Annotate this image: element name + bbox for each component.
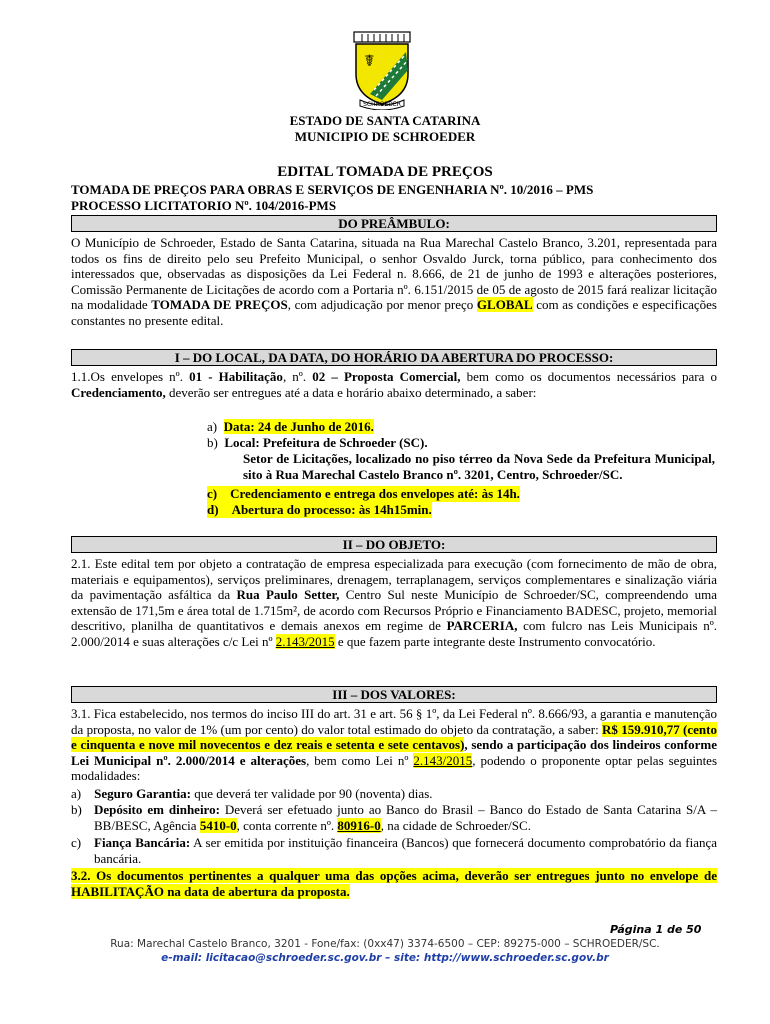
- list-item-credenciamento: c) Credenciamento e entrega dos envelopes até: às 14h.: [207, 486, 520, 501]
- municipality-name: MUNICIPIO DE SCHROEDER: [294, 129, 476, 144]
- list-item-local: b) Local: Prefeitura de Schroeder (SC).: [207, 435, 428, 450]
- footer-address: Rua: Marechal Castelo Branco, 3201 - Fone/fax: (0xx47) 3374-6500 – CEP: 89275-000 – SCHROEDER/SC.: [110, 938, 660, 950]
- subtitle-tomada: TOMADA DE PREÇOS PARA OBRAS E SERVIÇOS DE ENGENHARIA Nº. 10/2016 – PMS: [71, 182, 594, 197]
- section1-paragraph: 1.1.Os envelopes nº. 01 - Habilitação, nº. 02 – Proposta Comercial, bem como os documentos necessários para o Credenciamento, deverão ser entregues até a data e horário abaixo determinado, a saber:: [71, 369, 718, 400]
- list-item-date: a) Data: 24 de Junho de 2016.: [207, 419, 374, 434]
- list-item-local-detail: Setor de Licitações, localizado no piso térreo da Nova Sede da Prefeitura Municipal, sito à Rua Marechal Castelo Branco nº. 3201, Centro, Schroeder/SC.: [243, 451, 715, 482]
- section-heading-valores: III – DOS VALORES:: [71, 686, 717, 703]
- preambulo-paragraph: O Município de Schroeder, Estado de Santa Catarina, situada na Rua Marechal Castelo Branco, 3.201, representada para todos os fins de direito pelo seu Prefeito Municipal, o senhor Osvaldo Jurck, torna público, para conhecimento dos interessados que, observadas as disposições da Lei Federal n. 8.666, de 21 de junho de 1993 e alterações posteriores, Comissão Permanente de Licitações de acordo com a Portaria nº. 6.151/2015 de 05 de agosto de 2015 fará realizar licitação na modalidade TOMADA DE PREÇOS, com adjudicação por menor preço GLOBAL com as condições e especificações constantes no presente edital.: [71, 235, 717, 328]
- section-heading-objeto: II – DO OBJETO:: [71, 536, 717, 553]
- section3-paragraph-2: 3.2. Os documentos pertinentes a qualquer uma das opções acima, deverão ser entregues junto no envelope de HABILITAÇÃO na data de abertura da proposta.: [71, 868, 717, 899]
- section3-paragraph: 3.1. Fica estabelecido, nos termos do inciso III do art. 31 e art. 56 § 1º, da Lei Federal nº. 8.666/93, a garantia e manutenção da proposta, no valor de 1% (um por cento) do valor total estimado do objeto da contratação, a saber: R$ 159.910,77 (cento e cinquenta e nove mil novecentos e dez reais e setenta e sete centavos), sendo a participação dos lindeiros conforme Lei Municipal nº. 2.000/2014 e alterações, bem como Lei nº 2.143/2015, podendo o proponente optar pelas seguintes modalidades:: [71, 706, 718, 784]
- page-number: Página 1 de 50: [610, 923, 702, 936]
- document-title: EDITAL TOMADA DE PREÇOS: [277, 164, 493, 180]
- subtitle-processo: PROCESSO LICITATORIO Nº. 104/2016-PMS: [71, 198, 337, 213]
- state-name: ESTADO DE SANTA CATARINA: [289, 113, 481, 128]
- option-deposito: b) Depósito em dinheiro: Deverá ser efetuado junto ao Banco do Brasil – Banco do Estado de Santa Catarina S/A – BB/BESC, Agência 5410-0, conta corrente nº. 80916-0, na cidade de Schroeder/SC.: [71, 802, 717, 833]
- svg-text:☤: ☤: [364, 51, 375, 70]
- option-seguro: a) Seguro Garantia: que deverá ter validade por 90 (noventa) dias.: [71, 786, 433, 801]
- footer-contact-link[interactable]: e-mail: licitacao@schroeder.sc.gov.br – site: http://www.schroeder.sc.gov.br: [161, 952, 609, 964]
- svg-text:SCHROEDER: SCHROEDER: [363, 101, 401, 108]
- list-item-abertura: d) Abertura do processo: às 14h15min.: [207, 502, 432, 517]
- option-fianca: c) Fiança Bancária: A ser emitida por instituição financeira (Bancos) que fornecerá documento comprobatório da fiança bancária.: [71, 835, 718, 866]
- municipal-crest-logo: [346, 30, 418, 110]
- section2-paragraph: 2.1. Este edital tem por objeto a contratação de empresa especializada para execução (com fornecimento de mão de obra, materiais e equipamentos), serviços preliminares, drenagem, terraplanagem, serviços complementares e sinalização viária da pavimentação asfáltica da Rua Paulo Setter, Centro Sul neste Município de Schroeder/SC, compreendendo uma extensão de 171,5m e área total de 1.715m², de acordo com Recursos Próprio e Financiamento BADESC, projeto, memorial descritivo, planilha de quantitativos e demais anexos em regime de PARCERIA, com fulcro nas Leis Municipais nº. 2.000/2014 e suas alterações c/c Lei nº 2.143/2015 e que fazem parte integrante deste Instrumento convocatório.: [71, 556, 718, 649]
- section-heading-local: I – DO LOCAL, DA DATA, DO HORÁRIO DA ABERTURA DO PROCESSO:: [71, 349, 717, 366]
- section-heading-preambulo: DO PREÂMBULO:: [71, 215, 717, 232]
